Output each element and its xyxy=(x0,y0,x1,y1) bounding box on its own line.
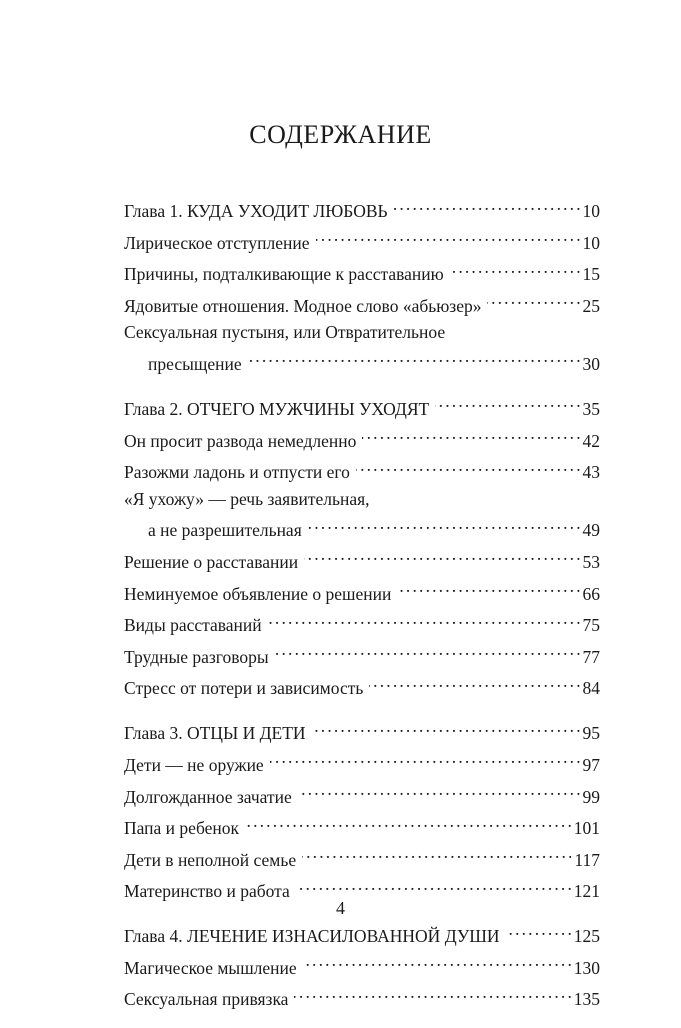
dot-leader xyxy=(298,781,580,803)
toc-entry-page: 135 xyxy=(573,989,600,1010)
toc-entry-title-continued: а не разрешительная xyxy=(148,520,302,541)
toc-entry-page: 101 xyxy=(573,818,600,839)
toc-entry-page: 10 xyxy=(582,232,600,253)
toc-entry-title: Лирическое отступление xyxy=(124,232,310,253)
toc-entry[interactable] xyxy=(124,641,600,668)
toc-entry-page: 15 xyxy=(582,264,600,285)
dot-leader xyxy=(303,952,571,974)
toc-entry-title: Решение о расставании xyxy=(124,551,299,572)
dot-leader xyxy=(316,227,580,249)
toc-entry-title: Сексуальная привязка xyxy=(124,989,289,1010)
dot-leader xyxy=(394,195,580,217)
toc-entry-title: Дети в неполной семье xyxy=(124,849,297,870)
toc-entry-page: 25 xyxy=(582,295,600,316)
dot-leader xyxy=(245,812,571,834)
toc-entry-page: 30 xyxy=(582,353,600,374)
toc-entry[interactable] xyxy=(124,812,600,839)
dot-leader xyxy=(302,844,571,866)
toc-entry-title: Глава 4. ЛЕЧЕНИЕ ИЗНАСИЛОВАННОЙ ДУШИ xyxy=(124,926,500,947)
toc-entry[interactable] xyxy=(124,844,600,871)
dot-leader xyxy=(435,393,579,415)
dot-leader xyxy=(248,348,580,370)
toc-entry-title: Разожми ладонь и отпусти его xyxy=(124,462,350,483)
toc-entry-page: 84 xyxy=(582,678,600,699)
toc-section-chapter-3 xyxy=(124,717,600,902)
toc-entry-page: 49 xyxy=(582,520,600,541)
toc-entry[interactable] xyxy=(124,578,600,605)
toc-entry-page: 10 xyxy=(582,201,600,221)
toc-entry-title: Неминуемое объявление о решении xyxy=(124,583,392,604)
dot-leader xyxy=(308,514,580,536)
toc-section-chapter-4 xyxy=(124,920,600,1010)
dot-leader xyxy=(356,456,580,478)
toc-entry-title: Папа и ребенок xyxy=(124,818,239,839)
toc-entry[interactable] xyxy=(124,227,600,254)
toc-entry[interactable] xyxy=(124,425,600,452)
toc-entry[interactable] xyxy=(124,781,600,808)
toc-entry-page: 42 xyxy=(582,430,600,451)
toc-entry-title: Магическое мышление xyxy=(124,957,297,978)
toc-entry-page: 75 xyxy=(582,615,600,636)
toc-entry-title: Сексуальная пустыня, или Отвратительное xyxy=(124,322,446,343)
toc-entry-title: Дети — не оружие xyxy=(124,754,264,775)
toc-entry[interactable] xyxy=(124,952,600,979)
toc-entry[interactable] xyxy=(124,488,600,542)
dot-leader xyxy=(369,672,579,694)
dot-leader xyxy=(487,290,579,312)
dot-leader xyxy=(294,983,570,1005)
toc-entry-page: 35 xyxy=(582,398,600,419)
toc-entry-title: Долгожданное зачатие xyxy=(124,786,292,807)
toc-entry[interactable] xyxy=(124,195,600,222)
toc-entry-title-continued: пресыщение xyxy=(148,353,242,374)
toc-entry-page: 121 xyxy=(573,881,600,902)
dot-leader xyxy=(296,875,571,897)
dot-leader xyxy=(506,920,571,942)
toc-entry[interactable] xyxy=(124,290,600,317)
toc-entry-page: 77 xyxy=(582,646,600,667)
toc-entry-title: Стресс от потери и зависимость xyxy=(124,678,364,699)
toc-entry-title: Материнство и работа xyxy=(124,881,290,902)
toc-entry[interactable] xyxy=(124,321,600,375)
dot-leader xyxy=(270,749,580,771)
toc-entry[interactable] xyxy=(124,717,600,744)
dot-leader xyxy=(275,641,580,663)
toc-entry-page: 66 xyxy=(582,583,600,604)
toc-entry-title: «Я ухожу» — речь заявительная, xyxy=(124,488,370,509)
toc-entry-page: 117 xyxy=(574,849,600,870)
toc-entry-page: 95 xyxy=(582,723,600,744)
toc-entry-title: Глава 1. КУДА УХОДИТ ЛЮБОВЬ xyxy=(124,201,388,221)
page-number: 4 xyxy=(336,898,345,918)
dot-leader xyxy=(268,609,580,631)
toc-entry[interactable] xyxy=(124,672,600,699)
toc-entry-title: Он просит развода немедленно xyxy=(124,430,357,451)
toc-section-chapter-1 xyxy=(124,195,600,375)
toc-entry-page: 99 xyxy=(582,786,600,807)
toc-entry-title: Виды расставаний xyxy=(124,615,262,636)
toc-entry-page: 43 xyxy=(582,462,600,483)
dot-leader xyxy=(304,546,579,568)
toc-entry[interactable] xyxy=(124,546,600,573)
dot-leader xyxy=(450,258,580,280)
toc-entry[interactable] xyxy=(124,456,600,483)
toc-entry-title: Глава 2. ОТЧЕГО МУЖЧИНЫ УХОДЯТ xyxy=(124,398,430,419)
toc-entry-page: 53 xyxy=(582,551,600,572)
toc-entry[interactable] xyxy=(124,258,600,285)
toc-entry[interactable] xyxy=(124,393,600,420)
toc-entry-title: Причины, подталкивающие к расставанию xyxy=(124,264,444,285)
toc-entry[interactable] xyxy=(124,920,600,947)
toc-entry-title: Глава 3. ОТЦЫ И ДЕТИ xyxy=(124,723,306,744)
dot-leader xyxy=(312,717,580,739)
toc-entry[interactable] xyxy=(124,749,600,776)
toc-entry-page: 97 xyxy=(582,754,600,775)
dot-leader xyxy=(397,578,579,600)
toc-entry-page: 125 xyxy=(573,926,600,947)
toc-entry-title: Трудные разговоры xyxy=(124,646,269,667)
toc-entry[interactable] xyxy=(124,609,600,636)
toc-entry-page: 130 xyxy=(573,957,600,978)
toc-entry-title: Ядовитые отношения. Модное слово «абьюзер» xyxy=(124,295,482,316)
toc-section-chapter-2 xyxy=(124,393,600,699)
dot-leader xyxy=(362,425,579,447)
page-title: СОДЕРЖАНИЕ xyxy=(249,120,432,149)
toc-entry[interactable] xyxy=(124,983,600,1010)
